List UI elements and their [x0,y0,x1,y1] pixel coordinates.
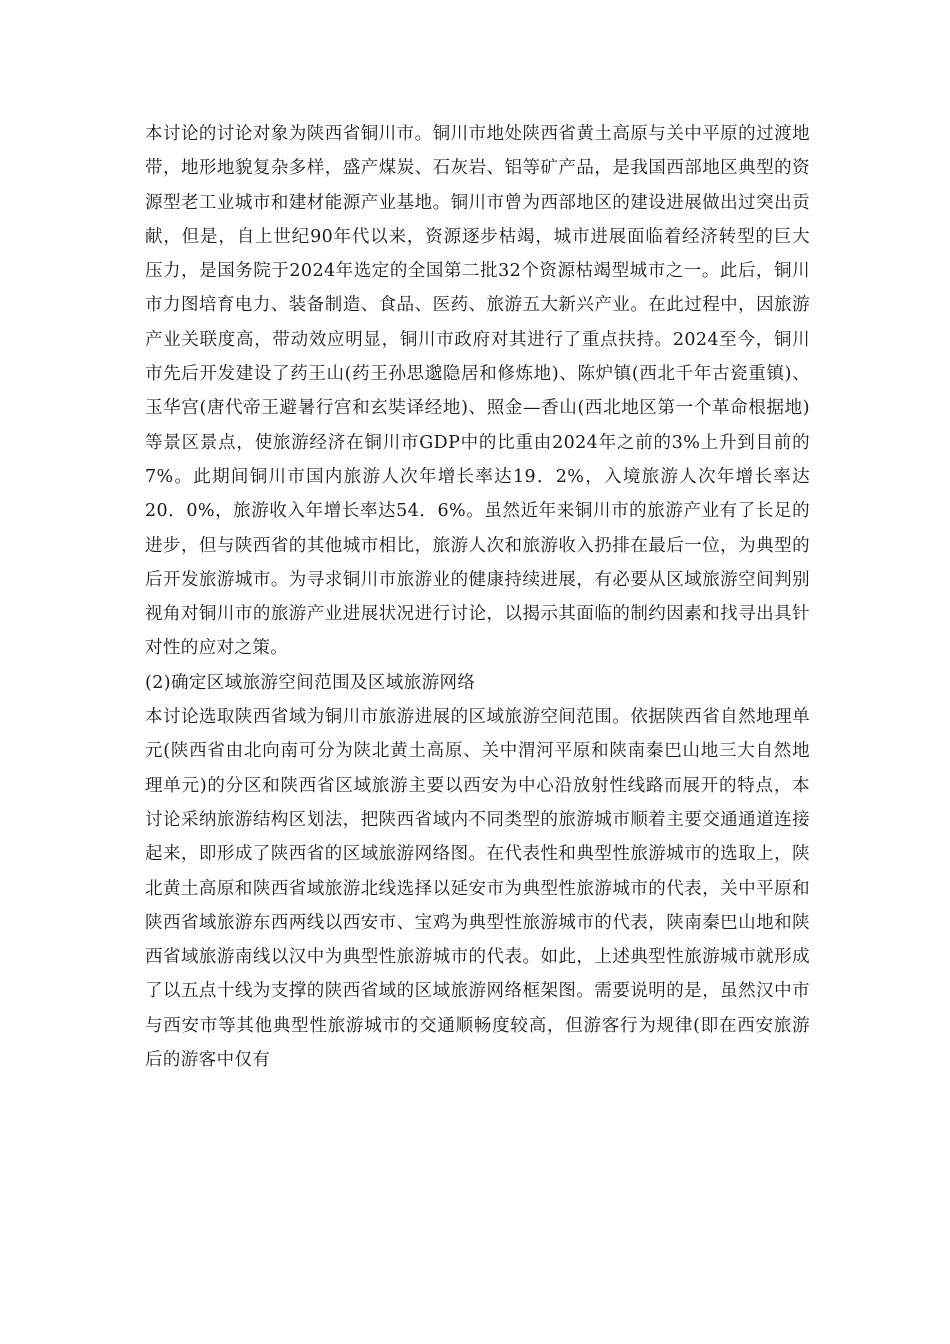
document-page [145,117,810,1077]
section-heading: (2)确定区域旅游空间范围及区域旅游网络 [145,672,476,693]
body-paragraph-regional-network: 本讨论选取陕西省域为铜川市旅游进展的区域旅游空间范围。依据陕西省自然地理单元(陕西省由北向南可分为陕北黄土高原、关中渭河平原和陕南秦巴山地三大自然地理单元)的分区和陕西省区域旅游主要以西安为中心沿放射性线路而展开的特点，本讨论采纳旅游结构区划法，把陕西省域内不同类型的旅游城市顺着主要交通通道连接起来，即形成了陕西省的区域旅游网络图。在代表性和典型性旅游城市的选取上，陕北黄土高原和陕西省域旅游北线选择以延安市为典型性旅游城市的代表，关中平原和陕西省域旅游东西两线以西安市、宝鸡为典型性旅游城市的代表，陕南秦巴山地和陕西省域旅游南线以汉中为典型性旅游城市的代表。如此，上述典型性旅游城市就形成了以五点十线为支撑的陕西省域的区域旅游网络框架图。需要说明的是，虽然汉中市与西安市等其他典型性旅游城市的交通顺畅度较高，但游客行为规律(即在西安旅游后的游客中仅有 [145,707,810,1071]
body-paragraph-study-object: 本讨论的讨论对象为陕西省铜川市。铜川市地处陕西省黄土高原与关中平原的过渡地带，地形地貌复杂多样，盛产煤炭、石灰岩、铝等矿产品，是我国西部地区典型的资源型老工业城市和建材能源产业基地。铜川市曾为西部地区的建设进展做出过突出贡献，但是，自上世纪90年代以来，资源逐步枯竭，城市进展面临着经济转型的巨大压力，是国务院于2024年选定的全国第二批32个资源枯竭型城市之一。此后，铜川市力图培育电力、装备制造、食品、医药、旅游五大新兴产业。在此过程中，因旅游产业关联度高，带动效应明显，铜川市政府对其进行了重点扶持。2024至今，铜川市先后开发建设了药王山(药王孙思邈隐居和修炼地)、陈炉镇(西北千年古瓷重镇)、玉华宫(唐代帝王避暑行宫和玄奘译经地)、照金—香山(西北地区第一个革命根据地)等景区景点，使旅游经济在铜川市GDP中的比重由2024年之前的3%上升到目前的7%。此期间铜川市国内旅游人次年增长率达19．2%，入境旅游人次年增长率达20．0%，旅游收入年增长率达54．6%。虽然近年来铜川市的旅游产业有了长足的进步，但与陕西省的其他城市相比，旅游人次和旅游收入扔排在最后一位，为典型的后开发旅游城市。为寻求铜川市旅游业的健康持续进展，有必要从区域旅游空间判别视角对铜川市的旅游产业进展状况进行讨论，以揭示其面临的制约因素和找寻出具针对性的应对之策。 [145,124,810,659]
